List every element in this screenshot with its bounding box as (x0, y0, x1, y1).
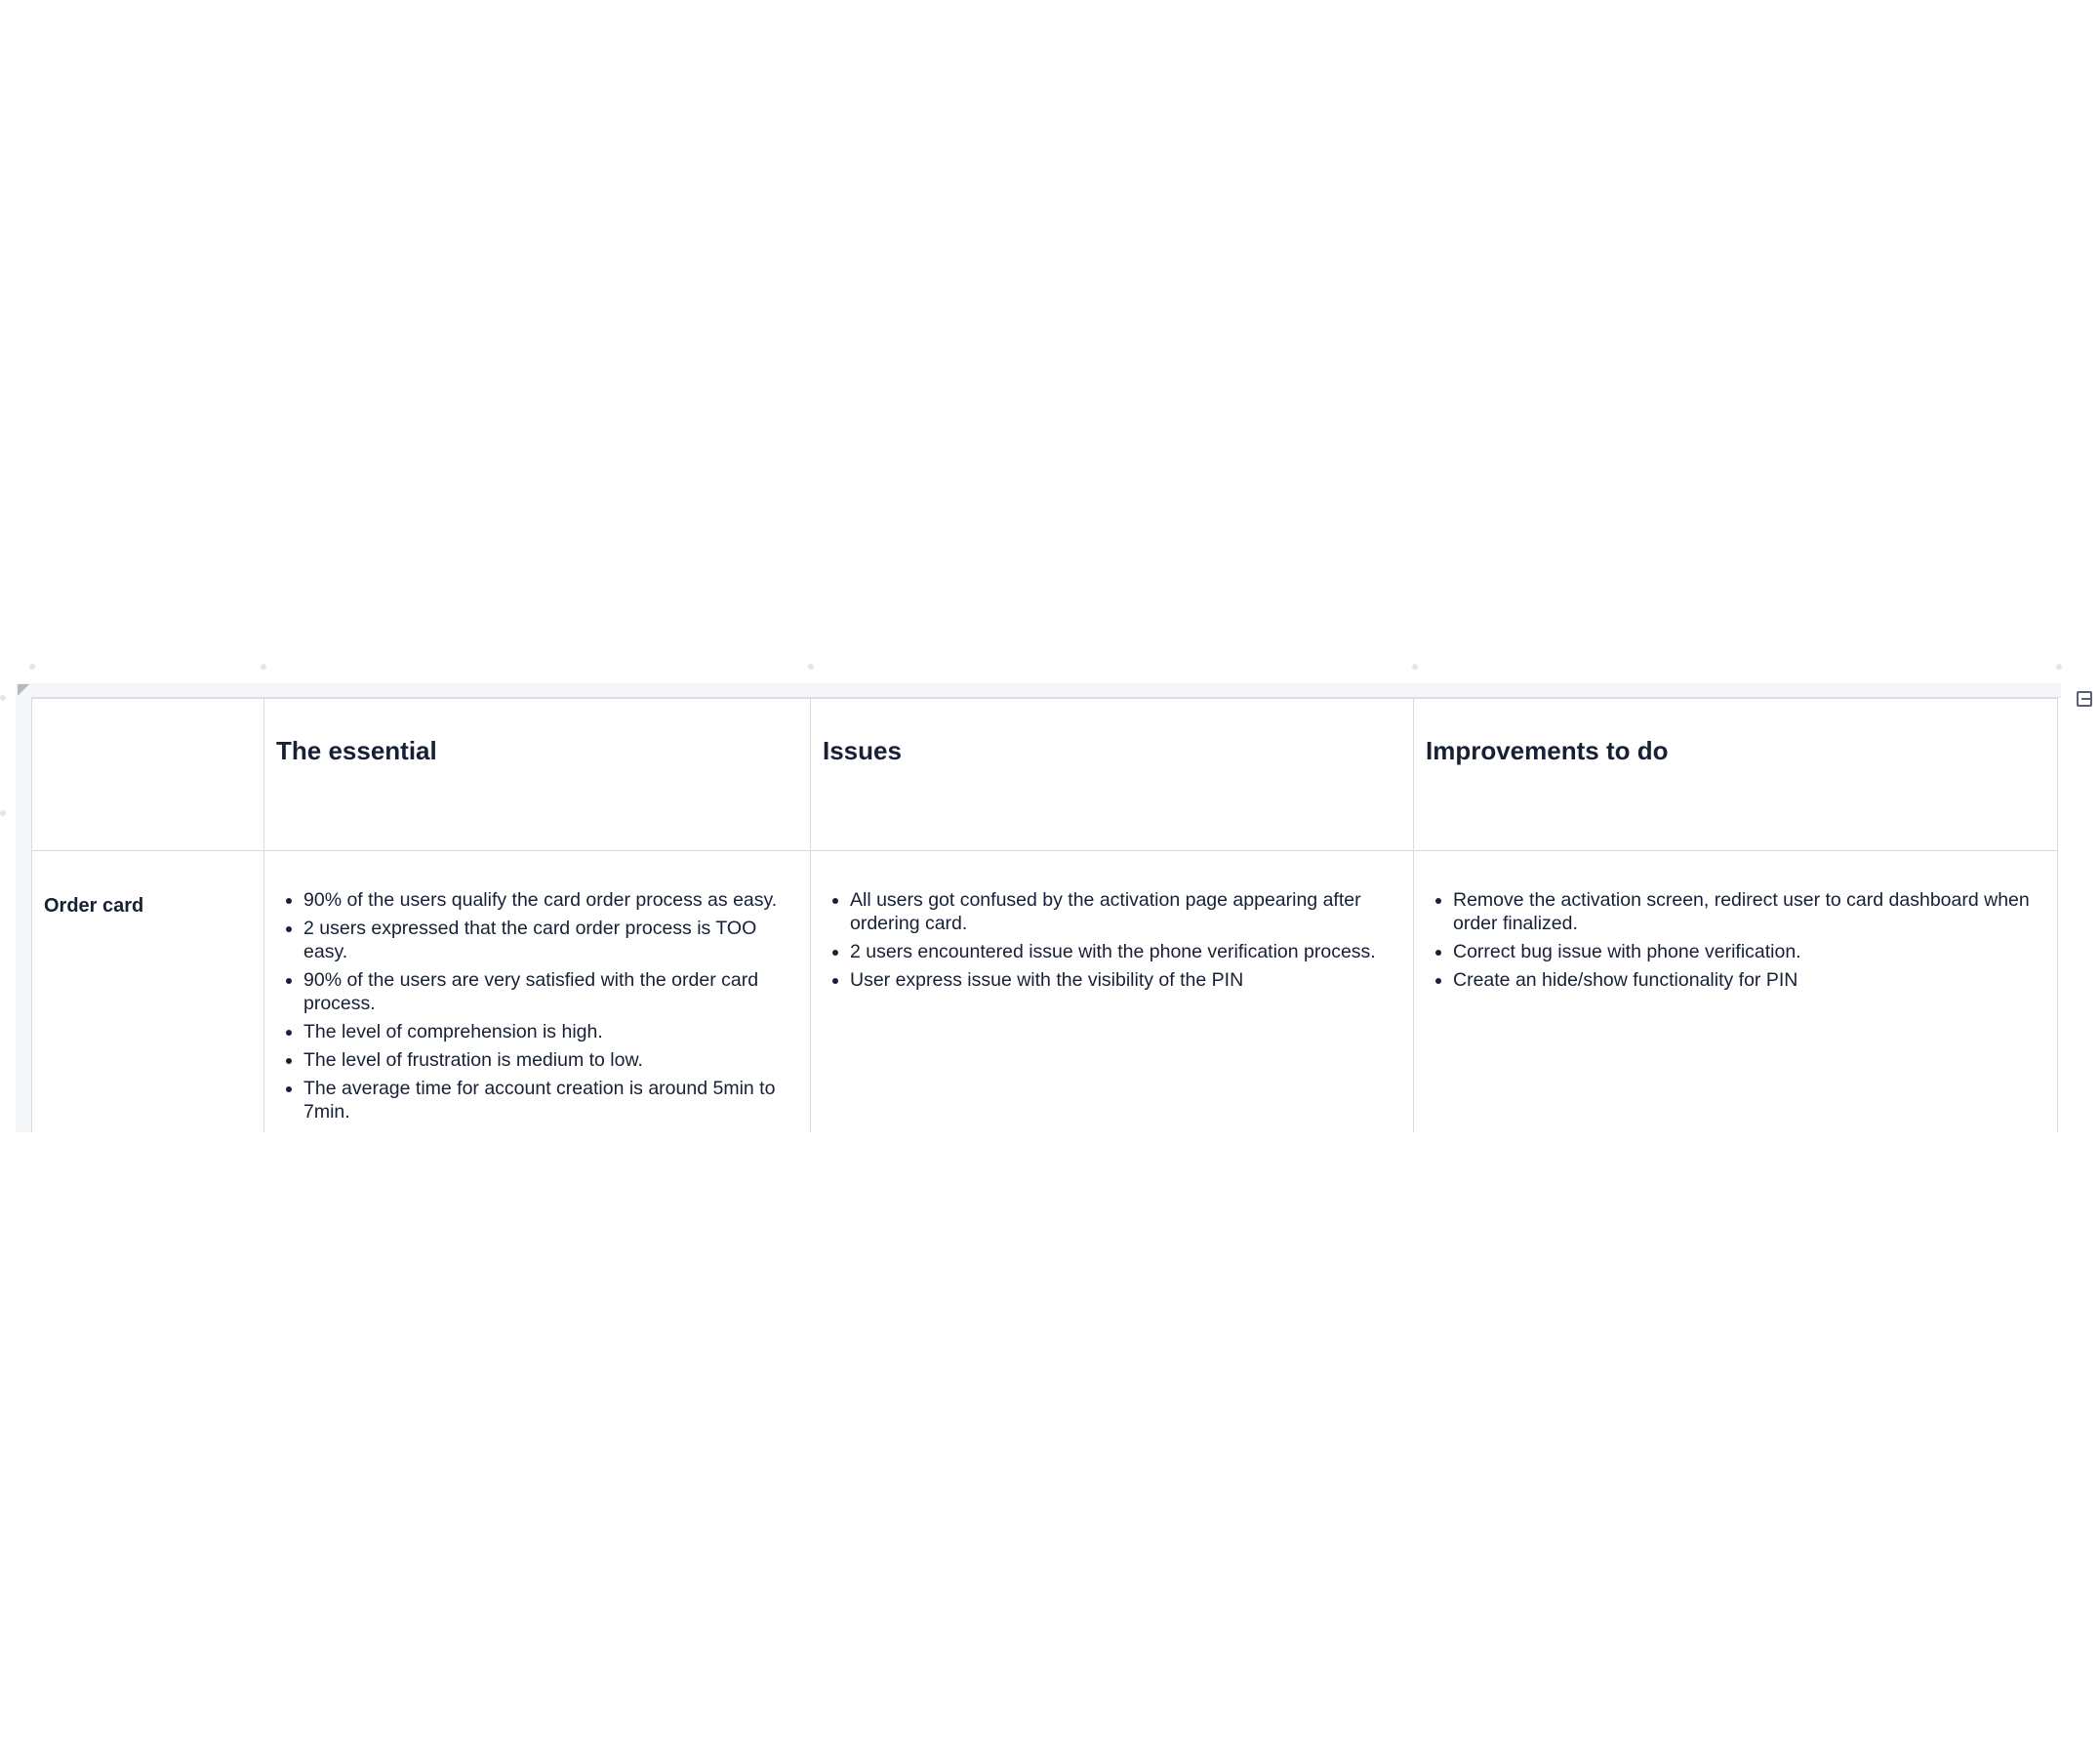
column-selector-rail[interactable] (31, 683, 2061, 698)
header-cell-improvements[interactable] (1414, 699, 2058, 851)
column-handle-dot[interactable] (2056, 664, 2062, 670)
list-item: • Create an hide/show functionality for PIN (1453, 968, 2045, 992)
row-handle-dot[interactable] (0, 810, 6, 816)
column-handle-dot[interactable] (1412, 664, 1418, 670)
list-item: • 90% of the users qualify the card order process as easy. (303, 888, 798, 912)
list-item: • Remove the activation screen, redirect user to card dashboard when order finalized. (1453, 888, 2045, 935)
findings-table (31, 698, 2058, 1132)
issues-list (823, 888, 1401, 992)
header-cell-issues[interactable] (811, 699, 1414, 851)
header-cell-essential[interactable] (264, 699, 811, 851)
improvements-cell[interactable] (1414, 851, 2058, 1133)
table-container (16, 683, 2061, 1132)
table-row (32, 851, 2058, 1133)
list-item: • The level of comprehension is high. (303, 1020, 798, 1043)
list-item: • Correct bug issue with phone verification. (1453, 940, 2045, 963)
list-item: • 2 users encountered issue with the phone verification process. (850, 940, 1401, 963)
row-handle-dot[interactable] (0, 695, 6, 701)
header-cell-empty[interactable] (32, 699, 264, 851)
list-item: • The level of frustration is medium to low. (303, 1048, 798, 1072)
insert-column-icon[interactable] (2077, 691, 2092, 707)
row-selector-rail[interactable] (16, 683, 32, 1132)
improvements-list (1426, 888, 2045, 992)
issues-cell[interactable] (811, 851, 1414, 1133)
column-handle-dot[interactable] (808, 664, 814, 670)
list-item: • 90% of the users are very satisfied with the order card process. (303, 968, 798, 1015)
list-item: • User express issue with the visibility of the PIN (850, 968, 1401, 992)
header-label: The essential (276, 736, 437, 765)
column-handle-dot[interactable] (261, 664, 266, 670)
essential-list (276, 888, 798, 1124)
table-select-handle-icon[interactable] (18, 684, 29, 696)
table-header-row (32, 699, 2058, 851)
row-label-cell[interactable] (32, 851, 264, 1133)
list-item: • The average time for account creation is around 5min to 7min. (303, 1077, 798, 1124)
list-item: • All users got confused by the activation page appearing after ordering card. (850, 888, 1401, 935)
row-label: Order card (44, 895, 144, 917)
essential-cell[interactable] (264, 851, 811, 1133)
header-label: Issues (823, 736, 902, 765)
list-item: • 2 users expressed that the card order process is TOO easy. (303, 917, 798, 963)
column-handle-dot[interactable] (29, 664, 35, 670)
header-label: Improvements to do (1426, 736, 1669, 765)
